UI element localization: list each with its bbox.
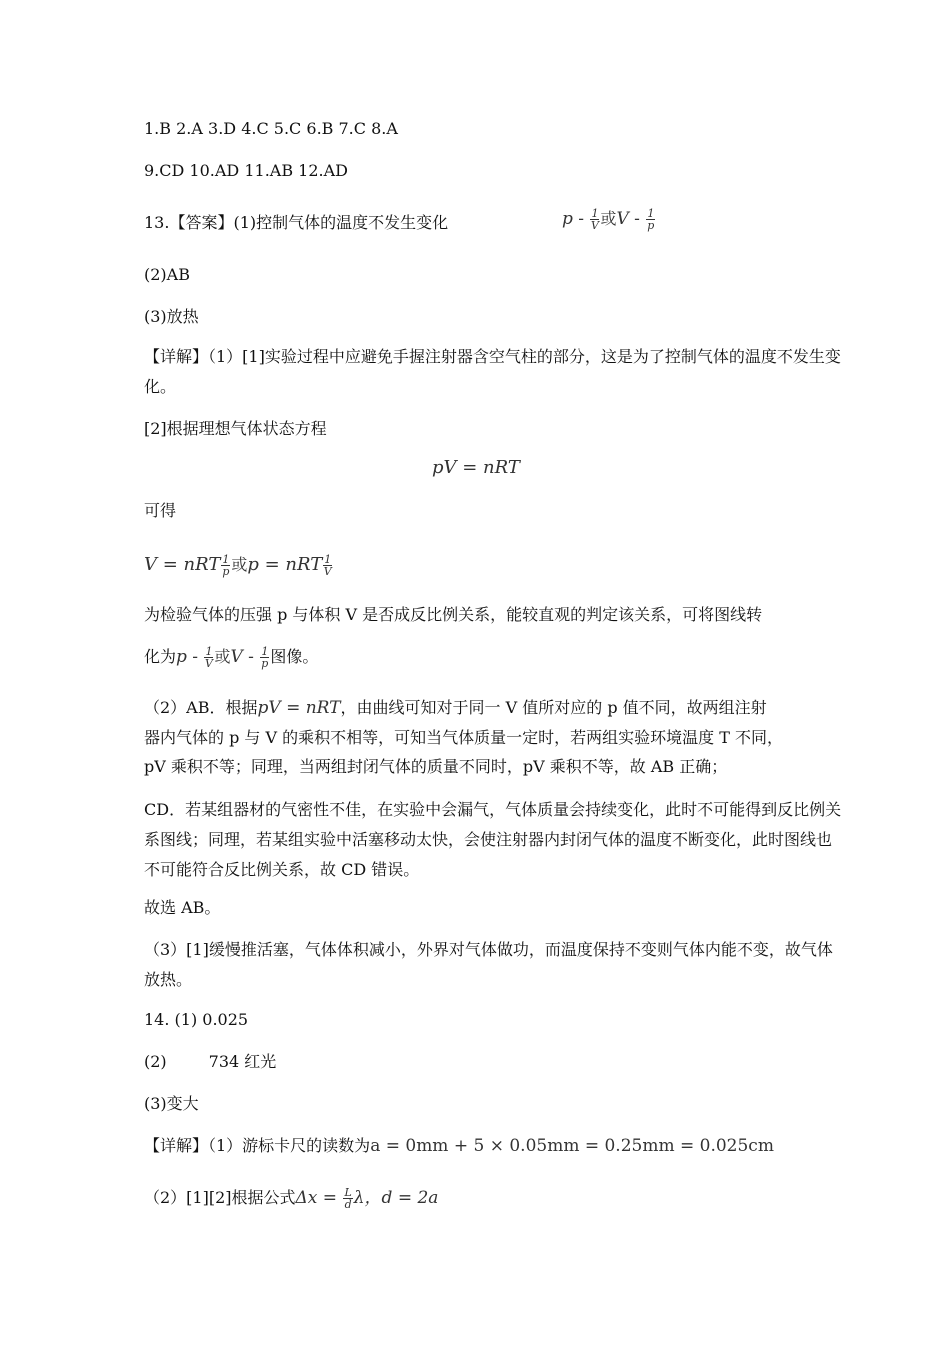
answer-line-1: 1.B 2.A 3.D 4.C 5.C 6.B 7.C 8.A <box>144 119 398 138</box>
q13-detail-4-l2: 器内气体的 p 与 V 的乘积不相等，可知当气体质量一定时，若两组实验环境温度 T 不同， <box>144 728 783 747</box>
q13-detail-7: （3）[1]缓慢推活塞，气体体积减小，外界对气体做功，而温度保持不变则气体内能不变，故气体放热。 <box>144 940 833 989</box>
q13-answer: 13.【答案】(1)控制气体的温度不发生变化 <box>144 213 449 232</box>
q14-part1: 14. (1) 0.025 <box>144 1010 249 1029</box>
q13-detail-4: （2）AB．根据pV = nRT，由曲线可知对于同一 V 值所对应的 p 值不同，故两组注射 <box>144 698 767 718</box>
equation-v-and-p: V = nRT $\frac{1}{p}$ 或p = nRT $\frac{1}{V}$ <box>144 552 332 578</box>
equation-pv-nrt: pV = nRT <box>432 457 520 478</box>
var-v: V <box>616 209 629 229</box>
q13-detail-6: 故选 AB。 <box>144 898 221 917</box>
fraction-l-over-d: $\frac{L}{d}$ <box>344 1186 352 1211</box>
q14-detail-1: 【详解】（1）游标卡尺的读数为a = 0mm + 5 × 0.05mm = 0.25mm = 0.025cm <box>144 1136 774 1156</box>
var-p: p <box>562 209 573 229</box>
q13-kede: 可得 <box>144 501 177 520</box>
fraction-1-over-p: $\frac{1}{p}$ <box>647 207 655 232</box>
q13-detail-3b: 化为p - $\frac{1}{V}$ 或V - $\frac{1}{p}$ 图像。 <box>144 645 319 670</box>
q14-part3: (3)变大 <box>144 1094 199 1113</box>
q14-part2: (2) 734 红光 <box>144 1052 277 1071</box>
or-text: 或 <box>600 209 617 228</box>
answer-line-2: 9.CD 10.AD 11.AB 12.AD <box>144 161 349 180</box>
dash: - <box>572 209 590 229</box>
fraction-1-over-v: $\frac{1}{V}$ <box>323 552 332 578</box>
fraction-1-over-v: $\frac{1}{V}$ <box>590 207 599 232</box>
q13-part3: (3)放热 <box>144 307 199 326</box>
dash: - <box>628 209 646 229</box>
q13-detail-5: CD．若某组器材的气密性不佳，在实验中会漏气，气体质量会持续变化，此时不可能得到反比例关系图线；同理，若某组实验中活塞移动太快，会使注射器内封闭气体的温度不断变化，此时图线也不可能符合反比例关系，故 CD 错误。 <box>144 800 842 879</box>
q13-detail-1: 【详解】（1）[1]实验过程中应避免手握注射器含空气柱的部分，这是为了控制气体的温度不发生变化。 <box>144 347 841 396</box>
fraction-1-over-p: $\frac{1}{p}$ <box>222 552 230 578</box>
q13-part2: (2)AB <box>144 265 190 284</box>
q13-detail-4-l3: pV 乘积不等；同理，当两组封闭气体的质量不同时，pV 乘积不等，故 AB 正确； <box>144 757 728 776</box>
q13-detail-2: [2]根据理想气体状态方程 <box>144 419 327 438</box>
q13-detail-3a: 为检验气体的压强 p 与体积 V 是否成反比例关系，能较直观的判定该关系，可将图线转 <box>144 605 763 624</box>
q13-graph-formula <box>562 206 656 231</box>
q14-detail-2: （2）[1][2]根据公式Δx = $\frac{L}{d}$ λ，d = 2a <box>144 1186 439 1211</box>
